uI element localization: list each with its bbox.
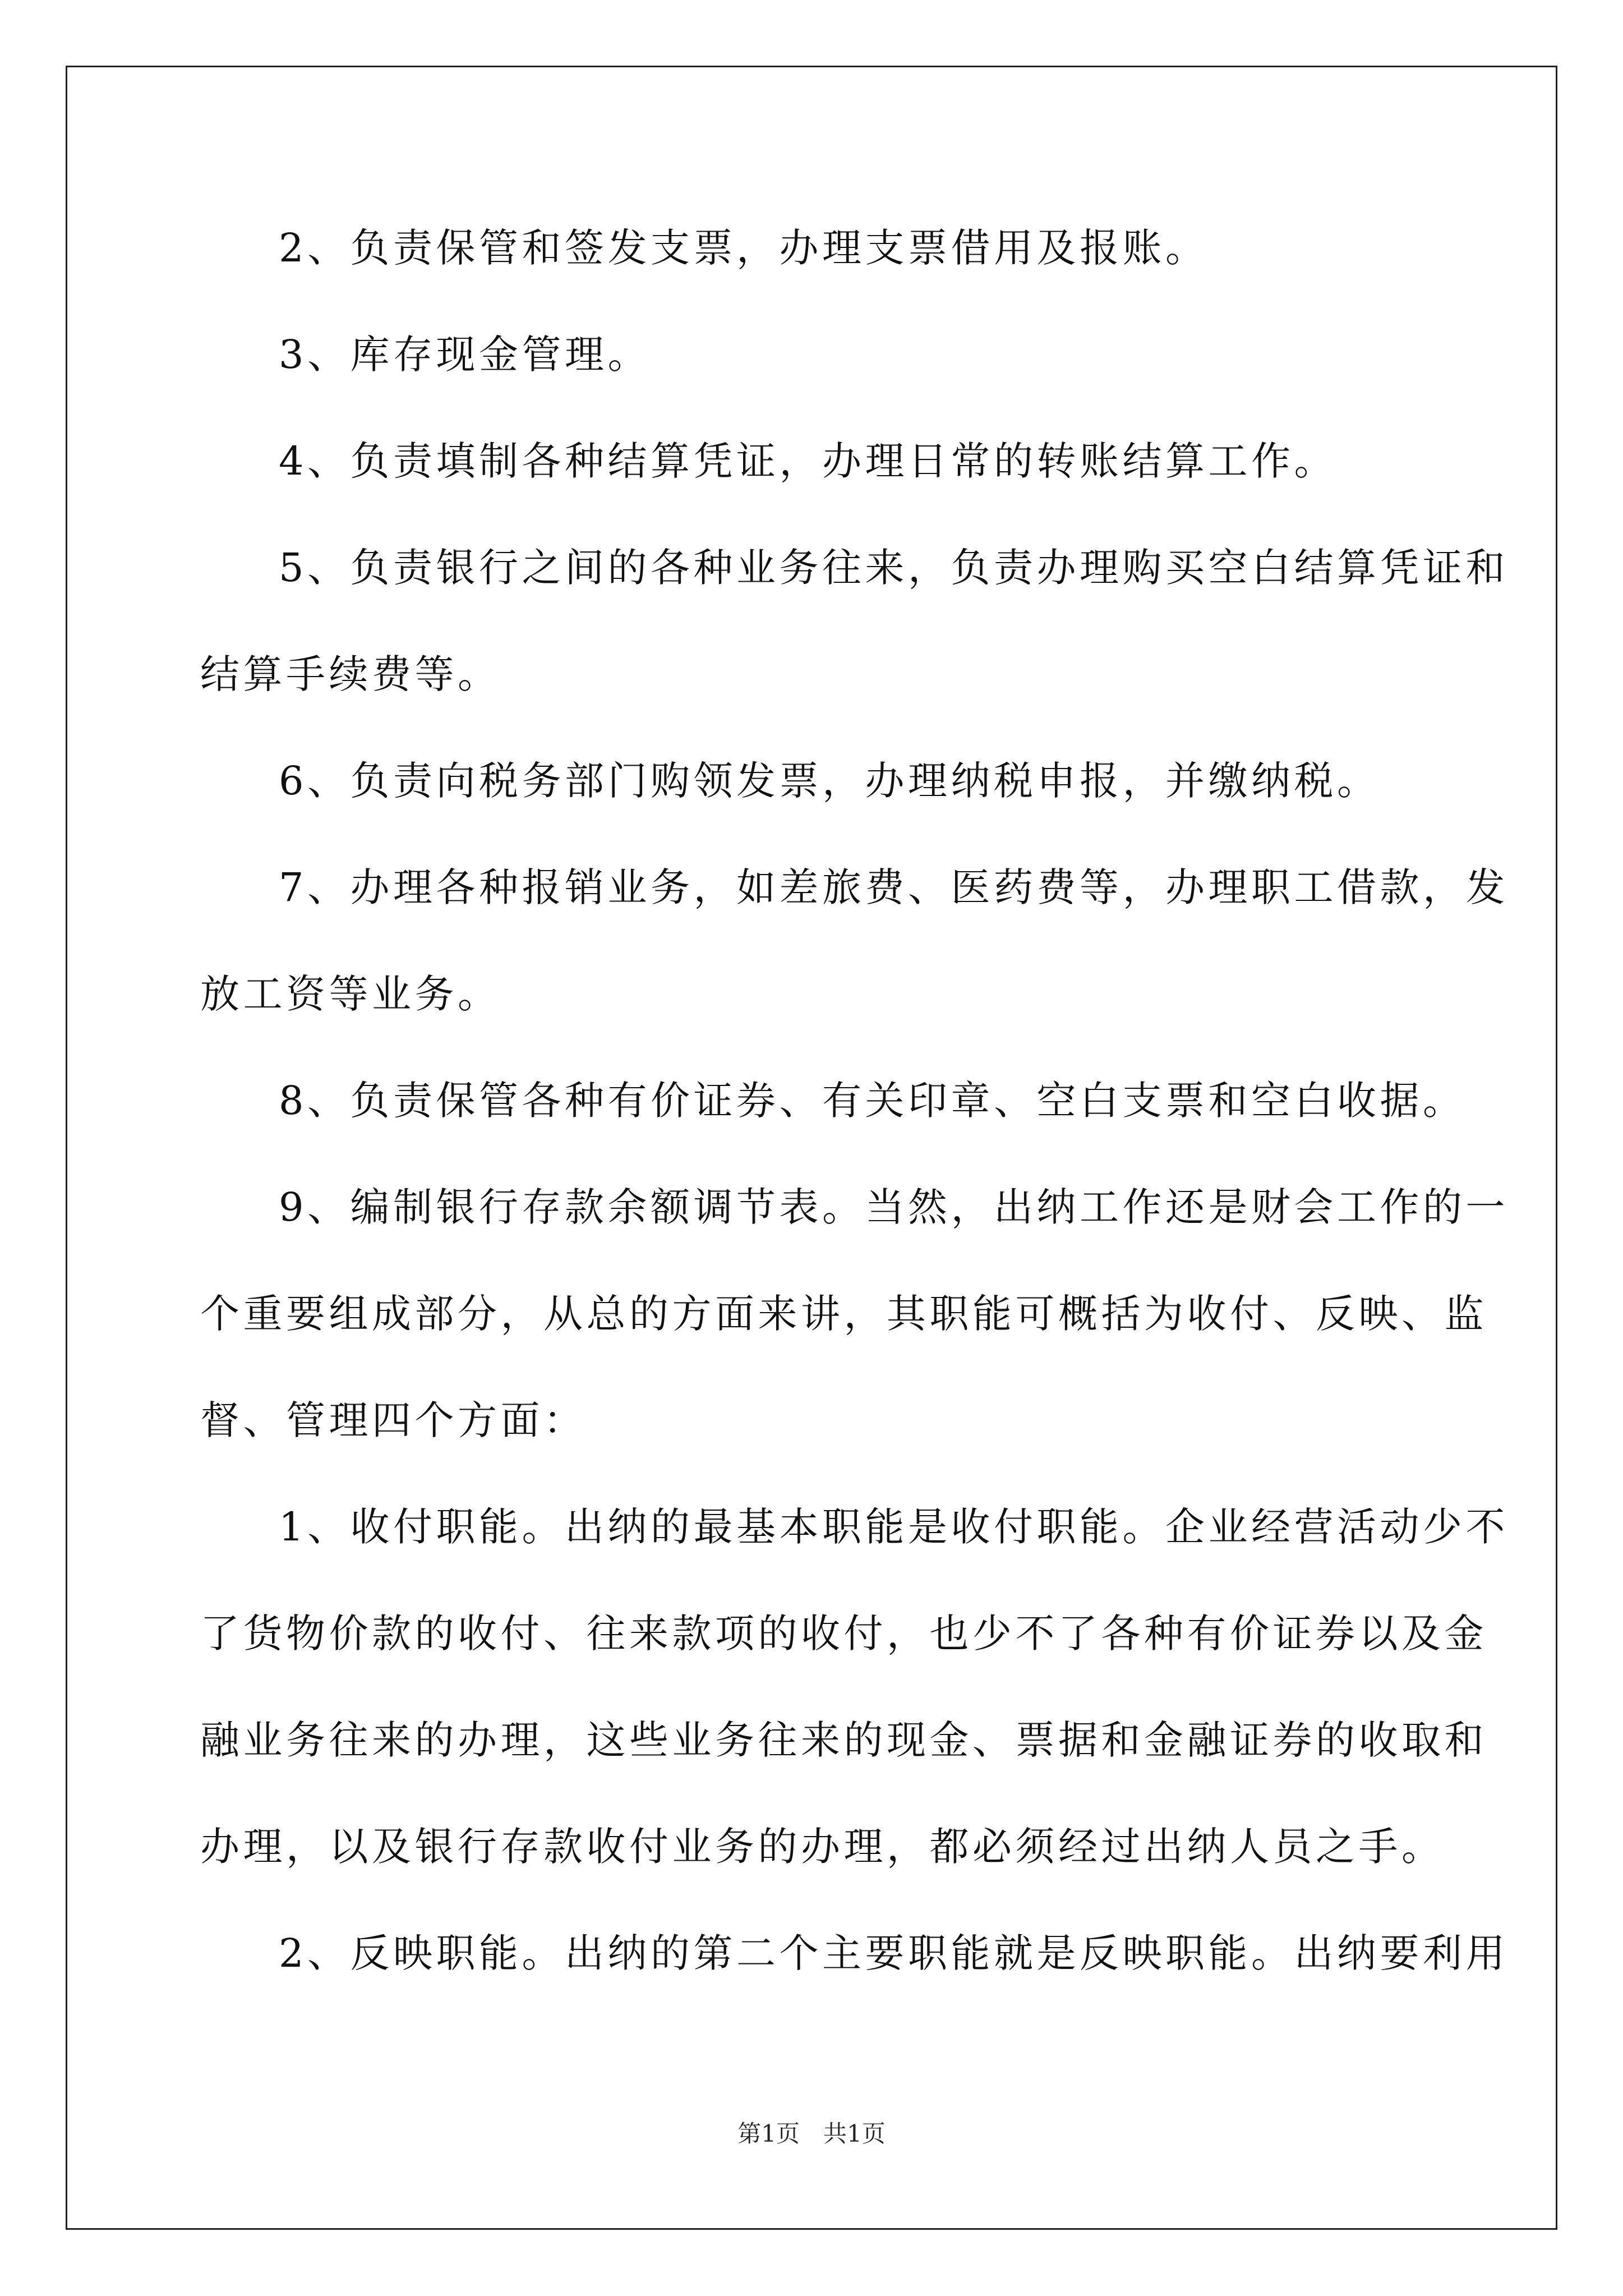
text-line: 个重要组成部分，从总的方面来讲，其职能可概括为收付、反映、监 [200,1291,1487,1337]
text-line: 3、库存现金管理。 [279,332,651,378]
text-line: 了货物价款的收付、往来款项的收付，也少不了各种有价证券以及金 [200,1611,1487,1657]
text-line: 6、负责向税务部门购领发票，办理纳税申报，并缴纳税。 [279,758,1380,804]
text-line: 4、负责填制各种结算凭证，办理日常的转账结算工作。 [279,438,1338,484]
text-line: 7、办理各种报销业务，如差旅费、医药费等，办理职工借款，发 [279,864,1509,910]
text-line: 结算手续费等。 [200,651,501,697]
text-line: 放工资等业务。 [200,971,501,1017]
page-footer: 第1页 共1页 [737,2120,886,2147]
text-line: 办理，以及银行存款收付业务的办理，都必须经过出纳人员之手。 [200,1824,1445,1870]
text-line: 5、负责银行之间的各种业务往来，负责办理购买空白结算凭证和 [279,545,1509,591]
page-border [66,66,1557,2230]
text-line: 8、负责保管各种有价证券、有关印章、空白支票和空白收据。 [279,1078,1466,1124]
text-line: 1、收付职能。出纳的最基本职能是收付职能。企业经营活动少不 [279,1504,1509,1550]
text-line: 9、编制银行存款余额调节表。当然，出纳工作还是财会工作的一 [279,1184,1509,1230]
text-line: 2、反映职能。出纳的第二个主要职能就是反映职能。出纳要利用 [279,1930,1509,1976]
text-line: 融业务往来的办理，这些业务往来的现金、票据和金融证券的收取和 [200,1717,1487,1763]
text-line: 2、负责保管和签发支票，办理支票借用及报账。 [279,225,1209,271]
text-line: 督、管理四个方面： [200,1397,587,1443]
